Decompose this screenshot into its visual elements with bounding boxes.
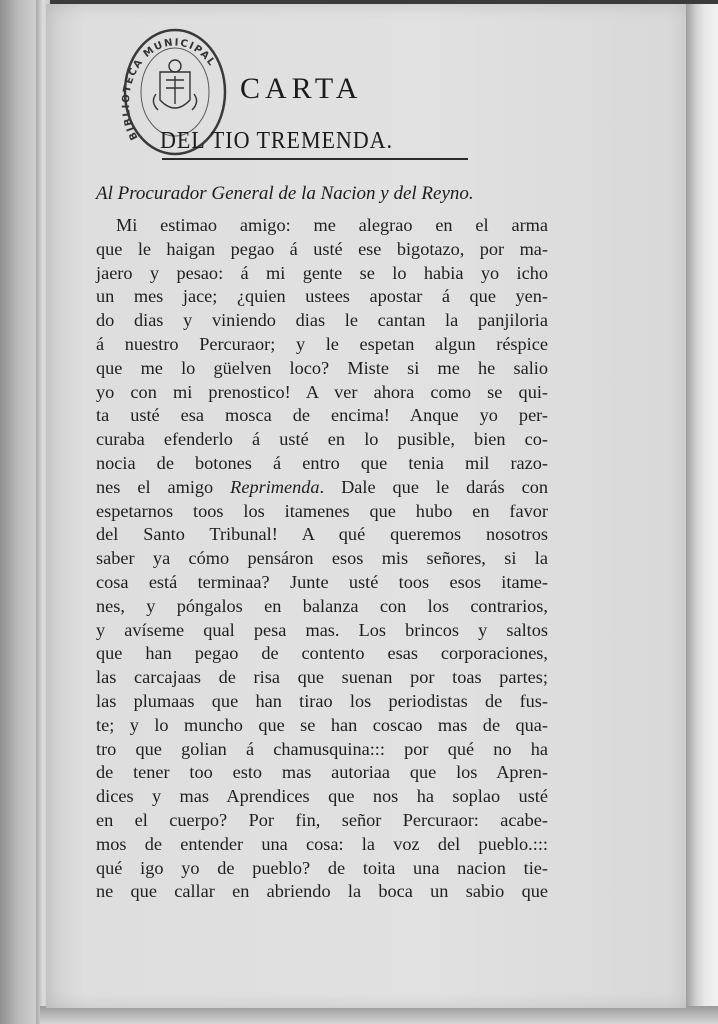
text-line: saber ya cómo pensáron esos mis señores, si la	[96, 548, 548, 569]
address-line: Al Procurador General de la Nacion y del Reyno.	[96, 183, 474, 204]
text-line: espetarnos toos los itamenes que hubo en favor	[96, 500, 548, 521]
page-title: CARTA	[240, 72, 363, 105]
text-line: qué igo yo de pueblo? de toita una nacion tie-	[96, 857, 548, 878]
text-line: que me lo güelven loco? Miste si me he salio	[96, 357, 548, 378]
text-line: á nuestro Percuraor; y le espetan algun réspice	[96, 333, 548, 354]
text-line: cosa está terminaa? Junte usté toos esos itame-	[96, 571, 548, 592]
text-line: tro que golian á chamusquina::: por qué no ha	[96, 738, 548, 759]
text-line: de tener too esto mas autoriaa que los Apren-	[96, 762, 548, 783]
text-line: nes el amigo Reprimenda. Dale que le darás con	[96, 476, 548, 497]
page-subtitle: DEL TIO TREMENDA.	[160, 128, 393, 154]
text-line: nocia de botones á entro que tenia mil razo-	[96, 452, 548, 473]
show-through-bottom	[120, 838, 560, 860]
text-line: do dias y viniendo dias le cantan la panjiloria	[96, 310, 548, 331]
text-line: que le haigan pegao á usté ese bigotazo, por ma-	[96, 238, 548, 259]
text-line: jaero y pesao: á mi gente se lo habia yo icho	[96, 262, 548, 283]
text-line: las carcajaas de risa que suenan por toas partes;	[96, 667, 548, 688]
text-line: mos de entender una cosa: la voz del pueblo.:::	[96, 833, 548, 854]
text-line: del Santo Tribunal! A qué queremos nosotros	[96, 524, 548, 545]
text-line: las plumaas que han tirao los periodistas de fus-	[96, 690, 548, 711]
text-line: en el cuerpo? Por fin, señor Percuraor: acabe-	[96, 809, 548, 830]
text-line: que han pegao de contento esas corporaciones,	[96, 643, 548, 664]
text-line: ta usté esa mosca de encima! Anque yo per-	[96, 405, 548, 426]
title-rule	[162, 158, 468, 160]
text-line: dices y mas Aprendices que nos ha soplao usté	[96, 786, 548, 807]
coat-of-arms-icon	[153, 60, 196, 110]
text-line: nes, y póngalos en balanza con los contrarios,	[96, 595, 548, 616]
text-line: te; y lo muncho que se han coscao mas de qua-	[96, 714, 548, 735]
text-line: y avíseme qual pesa mas. Los brincos y saltos	[96, 619, 548, 640]
text-line: yo con mi prenostico! A ver ahora como se qui-	[96, 381, 548, 402]
bottom-edge	[40, 1006, 718, 1024]
show-through	[250, 50, 670, 180]
text-line: ne que callar en abriendo la boca un sabio que	[96, 881, 548, 902]
stamp-text: BIBLIOTECA MUNICIPAL	[120, 37, 218, 142]
text-line: un mes jace; ¿quien ustees apostar á que yen-	[96, 286, 548, 307]
letter-body	[96, 214, 548, 904]
page-stack-edge	[686, 4, 718, 1024]
text-line: curaba efenderlo á usté en lo pusible, bien co-	[96, 429, 548, 450]
text-line: Mi estimao amigo: me alegrao en el arma	[116, 215, 548, 235]
